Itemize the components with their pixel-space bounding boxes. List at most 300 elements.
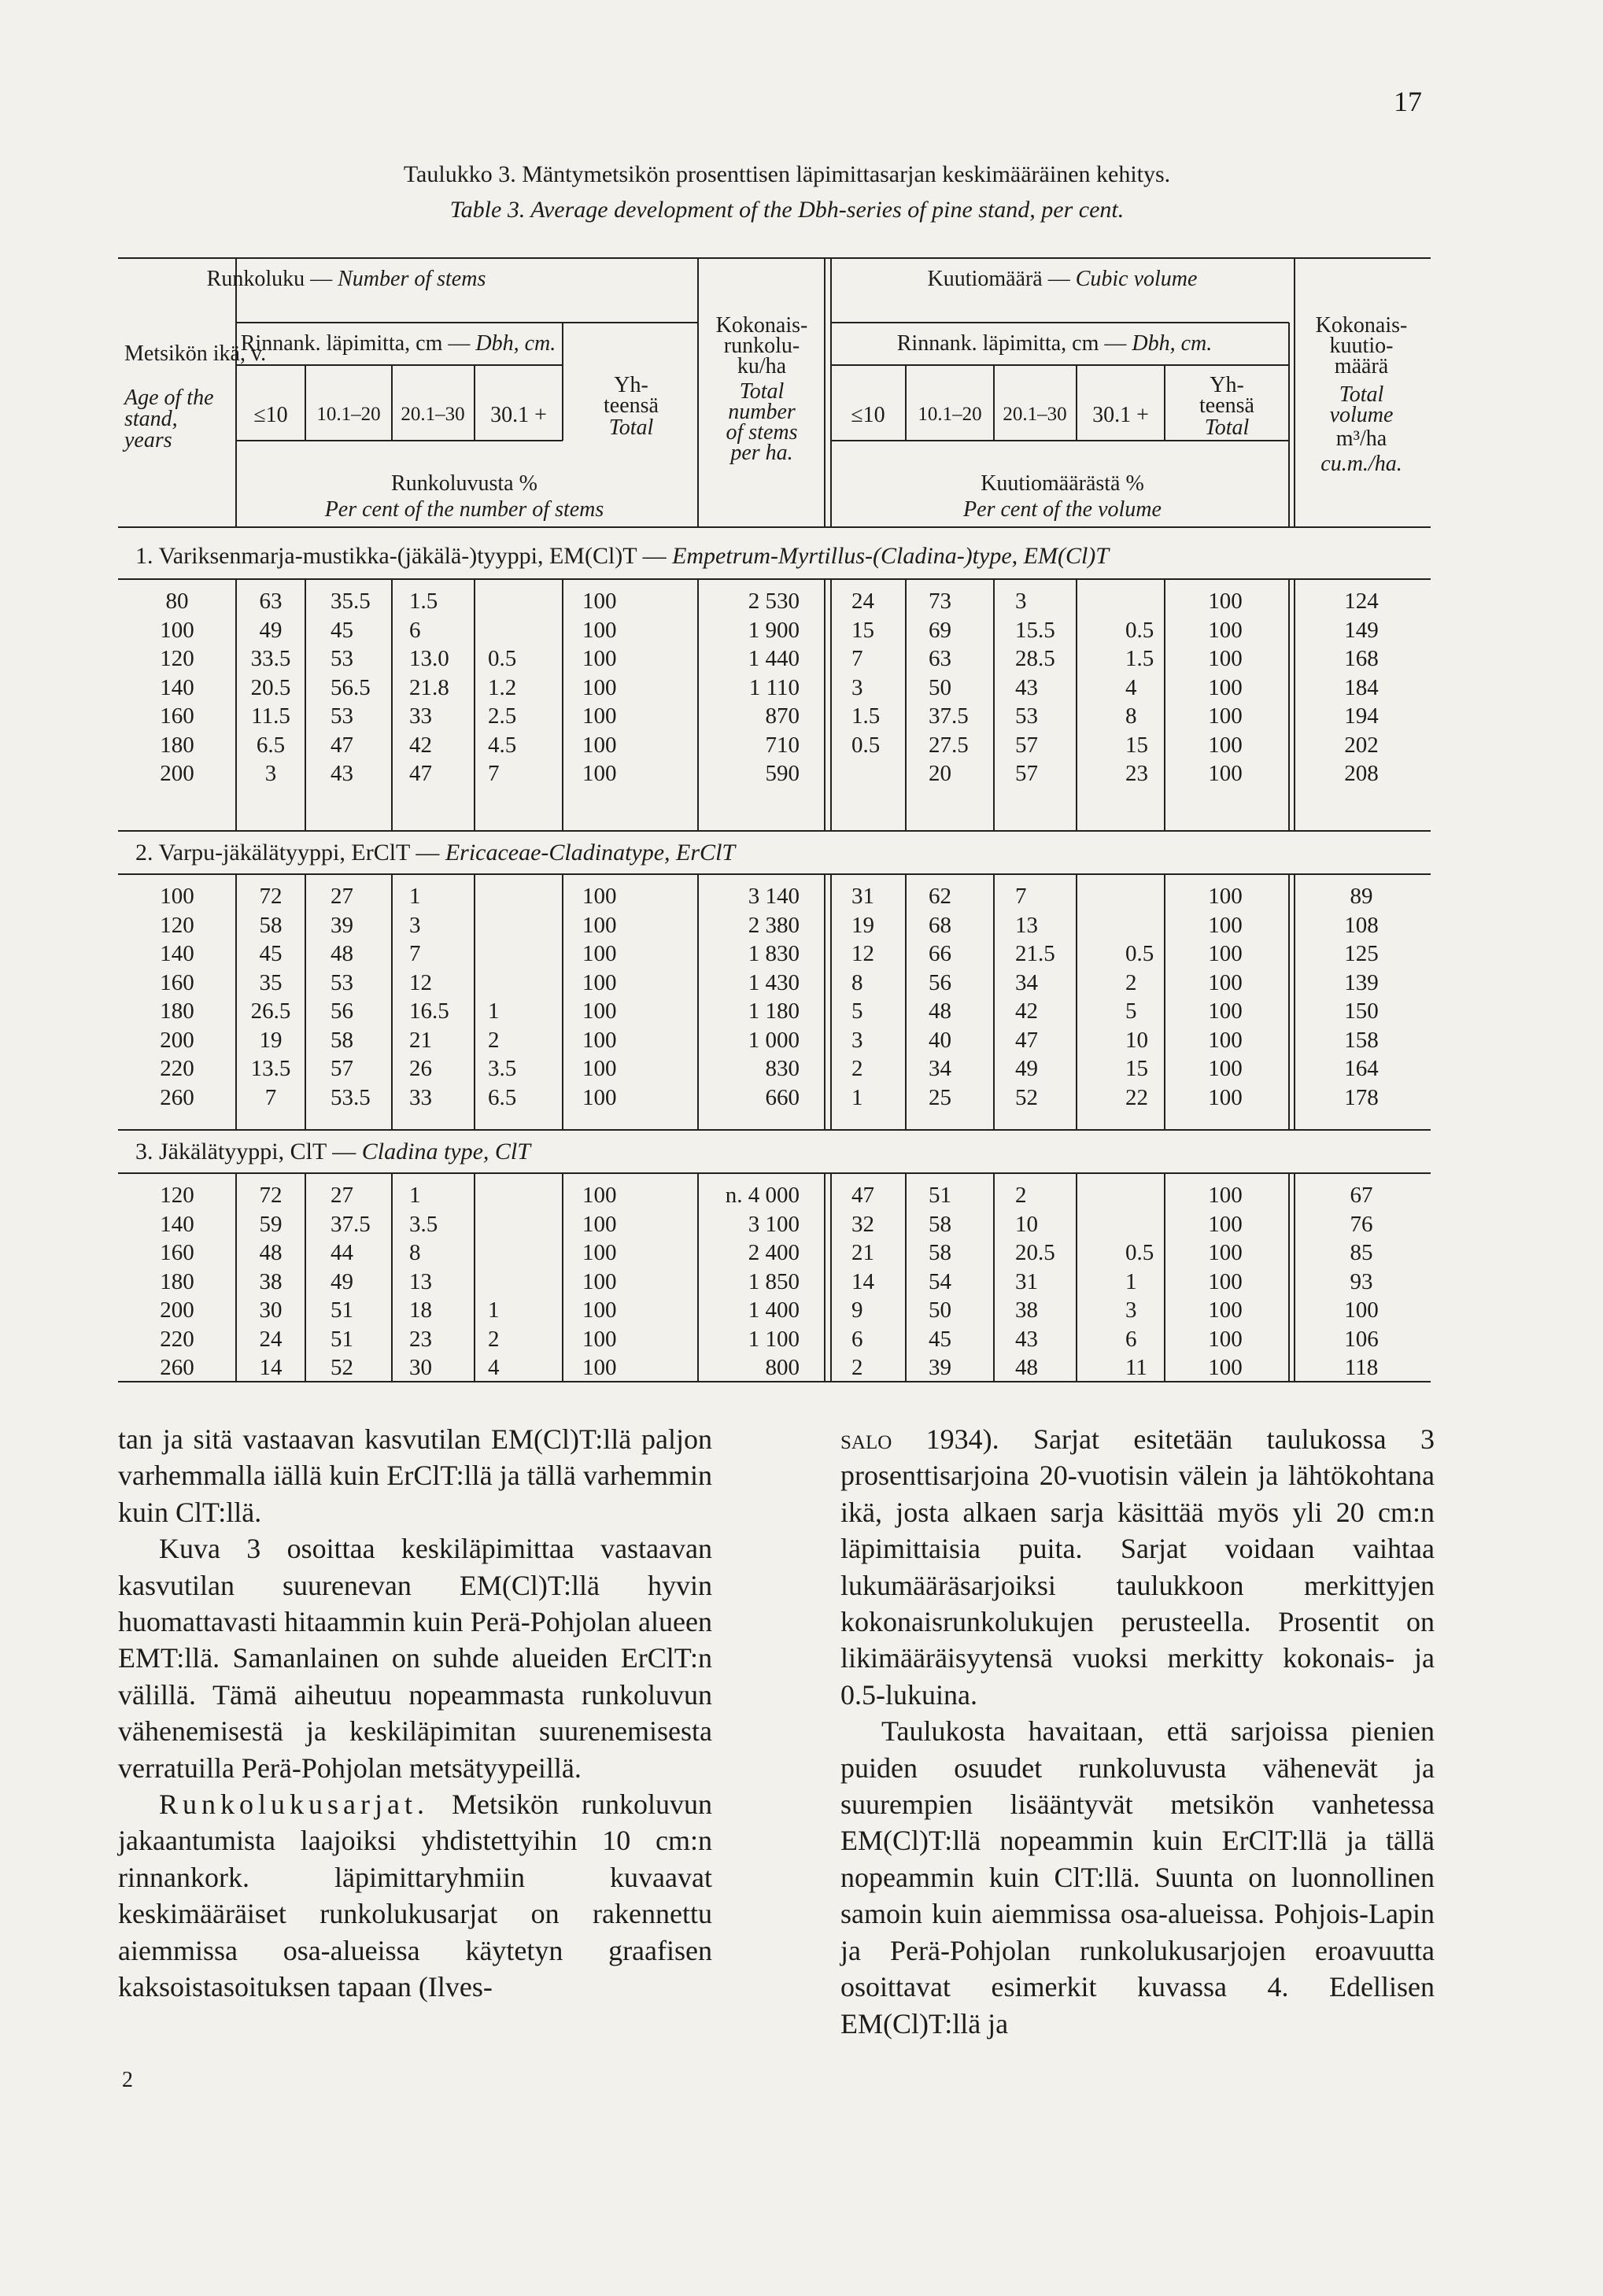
footer-mark: 2 — [122, 2068, 133, 2092]
table-caption-english: Table 3. Average development of the Dbh-series of pine stand, per cent. — [449, 197, 1125, 223]
age-header-en-3: years — [124, 428, 172, 452]
table-cell: 100 — [1208, 1355, 1243, 1380]
table-cell: 100 — [582, 1297, 617, 1323]
table-cell: 1 100 — [748, 1326, 800, 1352]
table-cell: 15 — [851, 617, 874, 643]
table-row — [118, 703, 1431, 732]
table-cell: 50 — [929, 674, 951, 700]
table-cell: 100 — [582, 1211, 617, 1237]
table-cell: 49 — [331, 1268, 353, 1294]
table-row — [118, 761, 1431, 789]
table-cell: 220 — [160, 1056, 194, 1081]
table-cell: 27.5 — [929, 732, 969, 758]
page-number: 17 — [1394, 86, 1422, 117]
stems-per-ha-header-2: runkolu- — [723, 334, 800, 358]
data-table — [118, 249, 1431, 1386]
table-cell: 47 — [1015, 1027, 1038, 1053]
table-cell: 58 — [259, 912, 283, 938]
table-row — [118, 1212, 1431, 1240]
table-cell: 100 — [1208, 1056, 1243, 1081]
table-cell: 100 — [582, 1183, 617, 1208]
volume-total-fi-1: Yh- — [1210, 373, 1244, 397]
table-cell: 100 — [582, 941, 617, 966]
table-cell: 8 — [1125, 703, 1137, 729]
table-cell: 1 — [409, 884, 421, 909]
table-cell: 47 — [331, 732, 353, 758]
table-cell: 72 — [259, 1183, 283, 1208]
table-cell: 830 — [765, 1056, 800, 1081]
volume-class-2: 10.1–20 — [918, 404, 982, 425]
volume-per-ha-header-en-2: volume — [1329, 403, 1394, 427]
table-cell: 200 — [160, 761, 194, 786]
table-cell: 100 — [1208, 589, 1243, 614]
table-cell: 180 — [160, 999, 194, 1024]
table-cell: 100 — [1208, 732, 1243, 758]
table-cell: 100 — [1208, 703, 1243, 729]
table-cell: 4 — [488, 1355, 500, 1380]
table-cell: 18 — [409, 1297, 432, 1323]
stems-per-ha-header-en-2: number — [728, 400, 796, 424]
volume-per-ha-header-2: kuutio- — [1329, 334, 1394, 358]
table-cell: 1.5 — [409, 589, 438, 614]
table-cell: 21 — [851, 1240, 874, 1265]
table-cell: 100 — [582, 589, 617, 614]
table-cell: 68 — [929, 912, 951, 938]
table-cell: 9 — [851, 1297, 863, 1323]
table-cell: 37.5 — [331, 1211, 371, 1237]
table-cell: 80 — [165, 589, 189, 614]
table-cell: 1 110 — [748, 674, 800, 700]
table-caption: Taulukko 3. Mäntymetsikön prosenttisen läpimittasarjan keskimääräinen kehitys. — [403, 161, 1171, 187]
table-cell: 2.5 — [488, 703, 517, 729]
table-cell: 590 — [765, 761, 800, 786]
volume-total-fi-2: teensä — [1199, 393, 1254, 418]
table-cell: 6 — [1125, 1326, 1137, 1352]
table-cell: 100 — [582, 1027, 617, 1053]
table-cell: 100 — [582, 761, 617, 786]
table-cell: 49 — [259, 617, 283, 643]
table-cell: 800 — [765, 1355, 800, 1380]
table-cell: 28.5 — [1015, 646, 1055, 671]
table-cell: 34 — [929, 1056, 951, 1081]
table-cell: 1.2 — [488, 674, 517, 700]
table-cell: 30 — [409, 1355, 432, 1380]
stems-total-fi-1: Yh- — [614, 373, 648, 397]
table-cell: 260 — [160, 1084, 194, 1110]
table-cell: 2 — [1125, 969, 1137, 995]
table-cell: 47 — [409, 761, 432, 786]
table-row — [118, 1240, 1431, 1268]
table-cell: 56.5 — [331, 674, 371, 700]
table-cell: 180 — [160, 1268, 194, 1294]
table-cell: 149 — [1344, 617, 1379, 643]
table-cell: 25 — [929, 1084, 951, 1110]
table-cell: 10 — [1015, 1211, 1038, 1237]
table-cell: 220 — [160, 1326, 194, 1352]
table-cell: 56 — [929, 969, 951, 995]
stems-per-ha-header-en-3: of stems — [726, 420, 798, 445]
table-cell: 0.5 — [851, 732, 881, 758]
table-cell: 30 — [259, 1297, 283, 1323]
table-cell: 38 — [1015, 1297, 1038, 1323]
table-cell: 11.5 — [251, 703, 290, 729]
table-cell: 93 — [1350, 1268, 1373, 1294]
table-cell: 40 — [929, 1027, 951, 1053]
table-cell: 12 — [851, 941, 874, 966]
table-cell: 85 — [1350, 1240, 1373, 1265]
table-cell: 118 — [1344, 1355, 1379, 1380]
table-cell: 24 — [259, 1326, 283, 1352]
table-cell: 2 — [851, 1355, 863, 1380]
paragraph: salo 1934). Sarjat esitetään taulukossa 3 prosenttisarjoina 20-vuotisin välein ja lähtökohtana ikä, josta alkaen sarja käsittää myös yli 20 cm:n läpimittaisia puita. Sarjat voidaan vaihtaa lukumääräsarjoiksi taulukkoon merkittyjen kokonaisrunkolukujen perusteella. Prosentit on likimääräisyytensä vuoksi merkitty kokonais- ja 0.5-lukuina. — [840, 1423, 1435, 1711]
table-cell: 50 — [929, 1297, 951, 1323]
table-row — [118, 1269, 1431, 1297]
table-cell: 8 — [409, 1240, 421, 1265]
table-cell: 10 — [1125, 1027, 1148, 1053]
table-cell: 100 — [1208, 969, 1243, 995]
stems-per-ha-header-en-1: Total — [739, 379, 785, 404]
table-cell: 5 — [851, 999, 863, 1024]
table-cell: 100 — [1208, 1084, 1243, 1110]
table-cell: 15 — [1125, 1056, 1148, 1081]
stems-class-1: ≤10 — [253, 403, 288, 427]
table-cell: 26.5 — [250, 999, 291, 1024]
table-cell: 23 — [409, 1326, 432, 1352]
table-cell: 124 — [1344, 589, 1379, 614]
table-cell: 27 — [331, 1183, 353, 1208]
table-cell: 1 900 — [748, 617, 800, 643]
table-cell: 58 — [929, 1240, 951, 1265]
table-cell: 73 — [929, 589, 951, 614]
table-cell: 1.5 — [851, 703, 881, 729]
table-cell: 24 — [851, 589, 874, 614]
table-cell: 45 — [929, 1326, 951, 1352]
table-cell: 20.5 — [250, 674, 291, 700]
table-cell: 2 — [851, 1056, 863, 1081]
table-cell: 1 440 — [748, 646, 800, 671]
table-cell: 12 — [409, 969, 432, 995]
table-cell: 194 — [1344, 703, 1379, 729]
table-cell: 31 — [851, 884, 874, 909]
table-cell: 125 — [1344, 941, 1379, 966]
table-cell: 34 — [1015, 969, 1038, 995]
table-row — [118, 589, 1431, 617]
table-cell: 52 — [1015, 1084, 1038, 1110]
volume-class-1: ≤10 — [851, 403, 885, 427]
table-cell: 51 — [929, 1183, 951, 1208]
table-cell: 43 — [331, 761, 353, 786]
table-cell: 45 — [331, 617, 353, 643]
stems-pct-header-en: Per cent of the number of stems — [324, 497, 604, 522]
table-cell: 106 — [1344, 1326, 1379, 1352]
table-row — [118, 646, 1431, 674]
table-cell: 100 — [160, 617, 194, 643]
table-cell: n. 4 000 — [725, 1183, 800, 1208]
table-cell: 710 — [765, 732, 800, 758]
run-in-heading: Runkolukusarjat. — [159, 1788, 429, 1821]
table-cell: 66 — [929, 941, 951, 966]
table-cell: 14 — [851, 1268, 874, 1294]
table-cell: 23 — [1125, 761, 1148, 786]
table-cell: 100 — [160, 884, 194, 909]
table-cell: 13 — [1015, 912, 1038, 938]
paragraph: tan ja sitä vastaavan kasvutilan EM(Cl)T:llä paljon varhemmalla iällä kuin ErClT:llä ja tällä varhemmin kuin ClT:llä. — [118, 1423, 712, 1528]
table-cell: 140 — [160, 1211, 194, 1237]
table-cell: 2 400 — [748, 1240, 800, 1265]
table-row — [118, 1028, 1431, 1056]
table-row — [118, 941, 1431, 969]
table-cell: 19 — [851, 912, 874, 938]
table-cell: 26 — [409, 1056, 432, 1081]
table-cell: 58 — [331, 1027, 353, 1053]
table-cell: 53.5 — [331, 1084, 371, 1110]
table-cell: 11 — [1125, 1355, 1147, 1380]
table-cell: 8 — [851, 969, 863, 995]
table-cell: 89 — [1350, 884, 1373, 909]
stems-per-ha-header-en-4: per ha. — [730, 441, 793, 465]
stems-per-ha-header-1: Kokonais- — [715, 313, 808, 338]
table-cell: 1 400 — [748, 1297, 800, 1323]
table-cell: 100 — [582, 617, 617, 643]
volume-dbh-header: Rinnank. läpimitta, cm — Dbh, cm. — [896, 331, 1213, 356]
stems-total-en: Total — [608, 415, 654, 440]
section-title-2: 2. Varpu-jäkälätyyppi, ErClT — Ericaceae-Cladinatype, ErClT — [135, 840, 736, 866]
table-cell: 33.5 — [250, 646, 291, 671]
table-cell: 13.0 — [409, 646, 449, 671]
table-cell: 160 — [160, 969, 194, 995]
table-cell: 0.5 — [1125, 941, 1154, 966]
volume-per-ha-header-en-3: m³/ha — [1335, 426, 1387, 451]
table-cell: 100 — [582, 884, 617, 909]
table-cell: 100 — [1208, 1183, 1243, 1208]
table-row — [118, 913, 1431, 941]
table-cell: 53 — [331, 646, 353, 671]
table-cell: 3 — [264, 761, 277, 786]
table-cell: 33 — [409, 703, 432, 729]
table-cell: 0.5 — [1125, 617, 1154, 643]
table-cell: 100 — [1344, 1297, 1379, 1323]
left-text-column — [118, 1421, 712, 2006]
table-cell: 20.5 — [1015, 1240, 1055, 1265]
table-cell: 14 — [259, 1355, 283, 1380]
table-cell: 48 — [1015, 1355, 1038, 1380]
table-cell: 49 — [1015, 1056, 1038, 1081]
table-cell: 178 — [1344, 1084, 1379, 1110]
table-cell: 100 — [1208, 1297, 1243, 1323]
table-cell: 100 — [1208, 1326, 1243, 1352]
table-cell: 6 — [409, 617, 421, 643]
table-cell: 31 — [1015, 1268, 1038, 1294]
table-cell: 108 — [1344, 912, 1379, 938]
table-row — [118, 884, 1431, 912]
table-cell: 47 — [851, 1183, 874, 1208]
table-cell: 2 — [488, 1326, 500, 1352]
table-cell: 27 — [331, 884, 353, 909]
table-cell: 208 — [1344, 761, 1379, 786]
table-cell: 69 — [929, 617, 951, 643]
table-cell: 1 180 — [748, 999, 800, 1024]
table-cell: 100 — [582, 1326, 617, 1352]
table-cell: 57 — [1015, 732, 1038, 758]
right-text-column — [840, 1421, 1435, 2042]
table-cell: 32 — [851, 1211, 874, 1237]
volume-class-3: 20.1–30 — [1003, 404, 1067, 425]
table-cell: 43 — [1015, 1326, 1038, 1352]
section-title-1: 1. Variksenmarja-mustikka-(jäkälä-)tyyppi, EM(Cl)T — Empetrum-Myrtillus-(Cladina-)type, EM(Cl)T — [135, 543, 1109, 569]
table-cell: 100 — [1208, 617, 1243, 643]
table-cell: 52 — [331, 1355, 353, 1380]
table-cell: 150 — [1344, 999, 1379, 1024]
table-cell: 3.5 — [409, 1211, 438, 1237]
table-cell: 63 — [259, 589, 283, 614]
table-cell: 100 — [1208, 646, 1243, 671]
stems-dbh-header: Rinnank. läpimitta, cm — Dbh, cm. — [240, 331, 556, 356]
table-row — [118, 1085, 1431, 1113]
table-cell: 59 — [259, 1211, 283, 1237]
table-cell: 120 — [160, 646, 194, 671]
table-cell: 100 — [1208, 674, 1243, 700]
table-cell: 51 — [331, 1297, 353, 1323]
table-cell: 0.5 — [1125, 1240, 1154, 1265]
table-cell: 140 — [160, 674, 194, 700]
table-cell: 45 — [259, 941, 283, 966]
table-cell: 62 — [929, 884, 951, 909]
volume-pct-header: Kuutiomäärästä % — [981, 471, 1144, 496]
volume-per-ha-header-1: Kokonais- — [1315, 313, 1408, 338]
table-cell: 1 — [409, 1183, 421, 1208]
table-row — [118, 1355, 1431, 1383]
table-cell: 43 — [1015, 674, 1038, 700]
table-cell: 6 — [851, 1326, 863, 1352]
table-cell: 57 — [331, 1056, 353, 1081]
table-cell: 100 — [1208, 884, 1243, 909]
table-cell: 54 — [929, 1268, 951, 1294]
volume-group-header: Kuutiomäärä — Cubic volume — [927, 267, 1198, 291]
stems-class-3: 20.1–30 — [401, 404, 465, 425]
table-cell: 100 — [1208, 1027, 1243, 1053]
volume-per-ha-header-en-1: Total — [1339, 382, 1384, 407]
table-cell: 39 — [929, 1355, 951, 1380]
table-cell: 4.5 — [488, 732, 517, 758]
table-cell: 100 — [1208, 941, 1243, 966]
table-cell: 7 — [488, 761, 500, 786]
table-cell: 1 — [488, 1297, 500, 1323]
table-cell: 67 — [1350, 1183, 1373, 1208]
table-cell: 42 — [1015, 999, 1038, 1024]
table-row — [118, 970, 1431, 999]
table-cell: 57 — [1015, 761, 1038, 786]
table-cell: 100 — [1208, 1268, 1243, 1294]
table-cell: 33 — [409, 1084, 432, 1110]
table-cell: 4 — [1125, 674, 1137, 700]
table-cell: 1 — [1125, 1268, 1137, 1294]
table-cell: 100 — [582, 1240, 617, 1265]
table-cell: 120 — [160, 1183, 194, 1208]
table-row — [118, 733, 1431, 761]
table-cell: 100 — [582, 732, 617, 758]
table-cell: 1.5 — [1125, 646, 1154, 671]
table-cell: 7 — [1015, 884, 1027, 909]
table-cell: 100 — [1208, 1211, 1243, 1237]
stems-pct-header: Runkoluvusta % — [391, 471, 537, 496]
stems-class-4: 30.1 + — [490, 403, 547, 427]
table-cell: 100 — [1208, 761, 1243, 786]
table-cell: 158 — [1344, 1027, 1379, 1053]
table-cell: 1 430 — [748, 969, 800, 995]
table-cell: 0.5 — [488, 646, 517, 671]
table-cell: 35 — [259, 969, 283, 995]
table-cell: 100 — [1208, 1240, 1243, 1265]
table-cell: 100 — [582, 703, 617, 729]
table-cell: 6.5 — [256, 732, 286, 758]
table-cell: 100 — [1208, 999, 1243, 1024]
table-cell: 3 — [409, 912, 421, 938]
table-cell: 76 — [1350, 1211, 1373, 1237]
paragraph: Kuva 3 osoittaa keskiläpimittaa vastaavan kasvutilan suurenevan EM(Cl)T:llä hyvin huomattavasti hitaammin kuin Perä-Pohjolan alueen EMT:llä. Samanlainen on suhde alueiden ErClT:n välillä. Tämä aiheutuu nopeammasta runkoluvun vähenemisestä ja keskiläpimitan suurenemisesta verratuilla Perä-Pohjolan metsätyypeillä. — [118, 1533, 712, 1784]
table-cell: 160 — [160, 1240, 194, 1265]
section-title-3: 3. Jäkälätyyppi, ClT — Cladina type, ClT — [135, 1139, 530, 1165]
table-cell: 100 — [582, 999, 617, 1024]
volume-total-en: Total — [1204, 415, 1250, 440]
table-cell: 870 — [765, 703, 800, 729]
volume-per-ha-header-3: määrä — [1334, 354, 1389, 378]
table-cell: 2 — [1015, 1183, 1027, 1208]
table-cell: 58 — [929, 1211, 951, 1237]
table-cell: 48 — [331, 941, 353, 966]
table-cell: 48 — [929, 999, 951, 1024]
table-cell: 100 — [582, 969, 617, 995]
table-cell: 100 — [582, 1268, 617, 1294]
table-cell: 16.5 — [409, 999, 449, 1024]
table-cell: 37.5 — [929, 703, 969, 729]
table-cell: 42 — [409, 732, 432, 758]
table-cell: 1 850 — [748, 1268, 800, 1294]
table-cell: 120 — [160, 912, 194, 938]
table-cell: 180 — [160, 732, 194, 758]
table-row — [118, 999, 1431, 1027]
table-cell: 19 — [259, 1027, 283, 1053]
table-cell: 1 — [851, 1084, 863, 1110]
table-cell: 168 — [1344, 646, 1379, 671]
age-header-en-1: Age of the — [124, 386, 214, 410]
table-cell: 200 — [160, 1027, 194, 1053]
table-cell: 51 — [331, 1326, 353, 1352]
table-cell: 100 — [582, 646, 617, 671]
table-cell: 21.8 — [409, 674, 449, 700]
table-cell: 44 — [331, 1240, 353, 1265]
table-cell: 139 — [1344, 969, 1379, 995]
table-cell: 1 830 — [748, 941, 800, 966]
table-cell: 100 — [1208, 912, 1243, 938]
age-header-en-2: stand, — [124, 407, 178, 431]
table-cell: 38 — [259, 1268, 283, 1294]
table-cell: 184 — [1344, 674, 1379, 700]
table-cell: 3 — [1125, 1297, 1137, 1323]
stems-total-fi-2: teensä — [604, 393, 659, 418]
table-cell: 39 — [331, 912, 353, 938]
table-cell: 7 — [264, 1084, 277, 1110]
table-cell: 3 — [851, 674, 863, 700]
table-row — [118, 1056, 1431, 1084]
table-cell: 164 — [1344, 1056, 1379, 1081]
table-cell: 13.5 — [250, 1056, 291, 1081]
table-cell: 100 — [582, 912, 617, 938]
table-cell: 48 — [259, 1240, 283, 1265]
stems-per-ha-header-3: ku/ha — [737, 354, 787, 378]
table-row — [118, 618, 1431, 646]
table-cell: 100 — [582, 674, 617, 700]
table-cell: 1 — [488, 999, 500, 1024]
